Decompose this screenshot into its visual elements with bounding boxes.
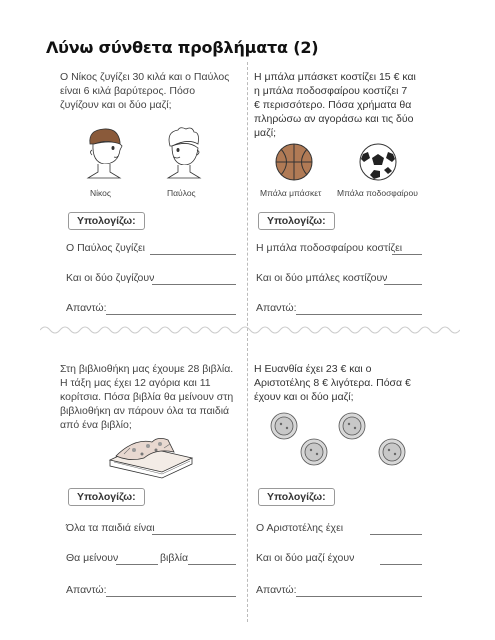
column-divider	[247, 62, 248, 622]
answer-line-4-2[interactable]	[380, 564, 422, 565]
answer-line-2-1[interactable]	[392, 254, 422, 255]
answer-label-1: Απαντώ:	[66, 302, 107, 314]
problem-2-text: Η μπάλα μπάσκετ κοστίζει 15 € και η μπάλα ποδοσφαίρου κοστίζει 7 € περισσότερο. Πόσα χρήματα θα πληρώσω αν αγοράσω και τις δύο μαζί;	[254, 71, 416, 139]
page-title: Λύνω σύνθετα προβλήματα (2)	[46, 38, 319, 57]
answer-label-3: Απαντώ:	[66, 584, 107, 596]
row-divider	[40, 324, 460, 336]
answer-line-1-1[interactable]	[150, 254, 236, 255]
caption-nikos: Νίκος	[90, 188, 111, 198]
answer-line-3-2b[interactable]	[188, 564, 236, 565]
problem-1-text: Ο Νίκος ζυγίζει 30 κιλά και ο Παύλος είναι 6 κιλά βαρύτερος. Πόσο ζυγίζουν και οι δύο μαζί;	[60, 71, 230, 111]
step-2-1: Η μπάλα ποδοσφαίρου κοστίζει	[256, 242, 403, 254]
answer-label-2: Απαντώ:	[256, 302, 297, 314]
caption-soccer-ball: Μπάλα ποδοσφαίρου	[337, 188, 418, 198]
problem-3	[60, 362, 240, 432]
answer-line-4-3[interactable]	[296, 596, 422, 597]
problem-2	[254, 70, 434, 140]
euro-coins-illustration	[264, 408, 414, 474]
calc-label-2: Υπολογίζω:	[258, 212, 335, 230]
caption-pavlos: Παύλος	[167, 188, 196, 198]
calc-label-3: Υπολογίζω:	[68, 488, 145, 506]
problem-4	[254, 362, 434, 404]
calc-label-1: Υπολογίζω:	[68, 212, 145, 230]
soccer-ball-icon	[358, 142, 398, 182]
answer-line-2-3[interactable]	[296, 314, 422, 315]
step-1-1: Ο Παύλος ζυγίζει	[66, 242, 145, 254]
basketball-icon	[274, 142, 314, 182]
step-3-2-suffix: βιβλία	[160, 552, 189, 564]
caption-basketball: Μπάλα μπάσκετ	[260, 188, 322, 198]
books-illustration	[104, 432, 196, 480]
boy-nikos-illustration	[80, 124, 128, 180]
step-4-2: Και οι δύο μαζί έχουν	[256, 552, 355, 564]
step-1-2: Και οι δύο ζυγίζουν	[66, 272, 155, 284]
problem-4-text: Η Ευανθία έχει 23 € και ο Αριστοτέλης 8 € λιγότερα. Πόσα € έχουν και οι δύο μαζί;	[254, 363, 411, 403]
step-4-1: Ο Αριστοτέλης έχει	[256, 522, 344, 534]
boy-pavlos-illustration	[160, 124, 208, 180]
answer-line-3-1[interactable]	[152, 534, 236, 535]
answer-line-1-3[interactable]	[106, 314, 236, 315]
step-2-2: Και οι δύο μπάλες κοστίζουν	[256, 272, 388, 284]
answer-line-2-2[interactable]	[384, 284, 422, 285]
step-3-1: Όλα τα παιδιά είναι	[66, 522, 155, 534]
step-3-2: Θα μείνουν	[66, 552, 119, 564]
answer-line-3-2[interactable]	[116, 564, 158, 565]
answer-line-3-3[interactable]	[106, 596, 236, 597]
answer-label-4: Απαντώ:	[256, 584, 297, 596]
problem-1	[60, 70, 240, 112]
problem-3-text: Στη βιβλιοθήκη μας έχουμε 28 βιβλία. Η τάξη μας έχει 12 αγόρια και 11 κορίτσια. Πόσα βιβλία θα μείνουν στη βιβλιοθήκη αν πάρουν όλα τα παιδιά από ένα βιβλίο;	[60, 363, 234, 431]
calc-label-4: Υπολογίζω:	[258, 488, 335, 506]
answer-line-4-1[interactable]	[370, 534, 422, 535]
answer-line-1-2[interactable]	[152, 284, 236, 285]
